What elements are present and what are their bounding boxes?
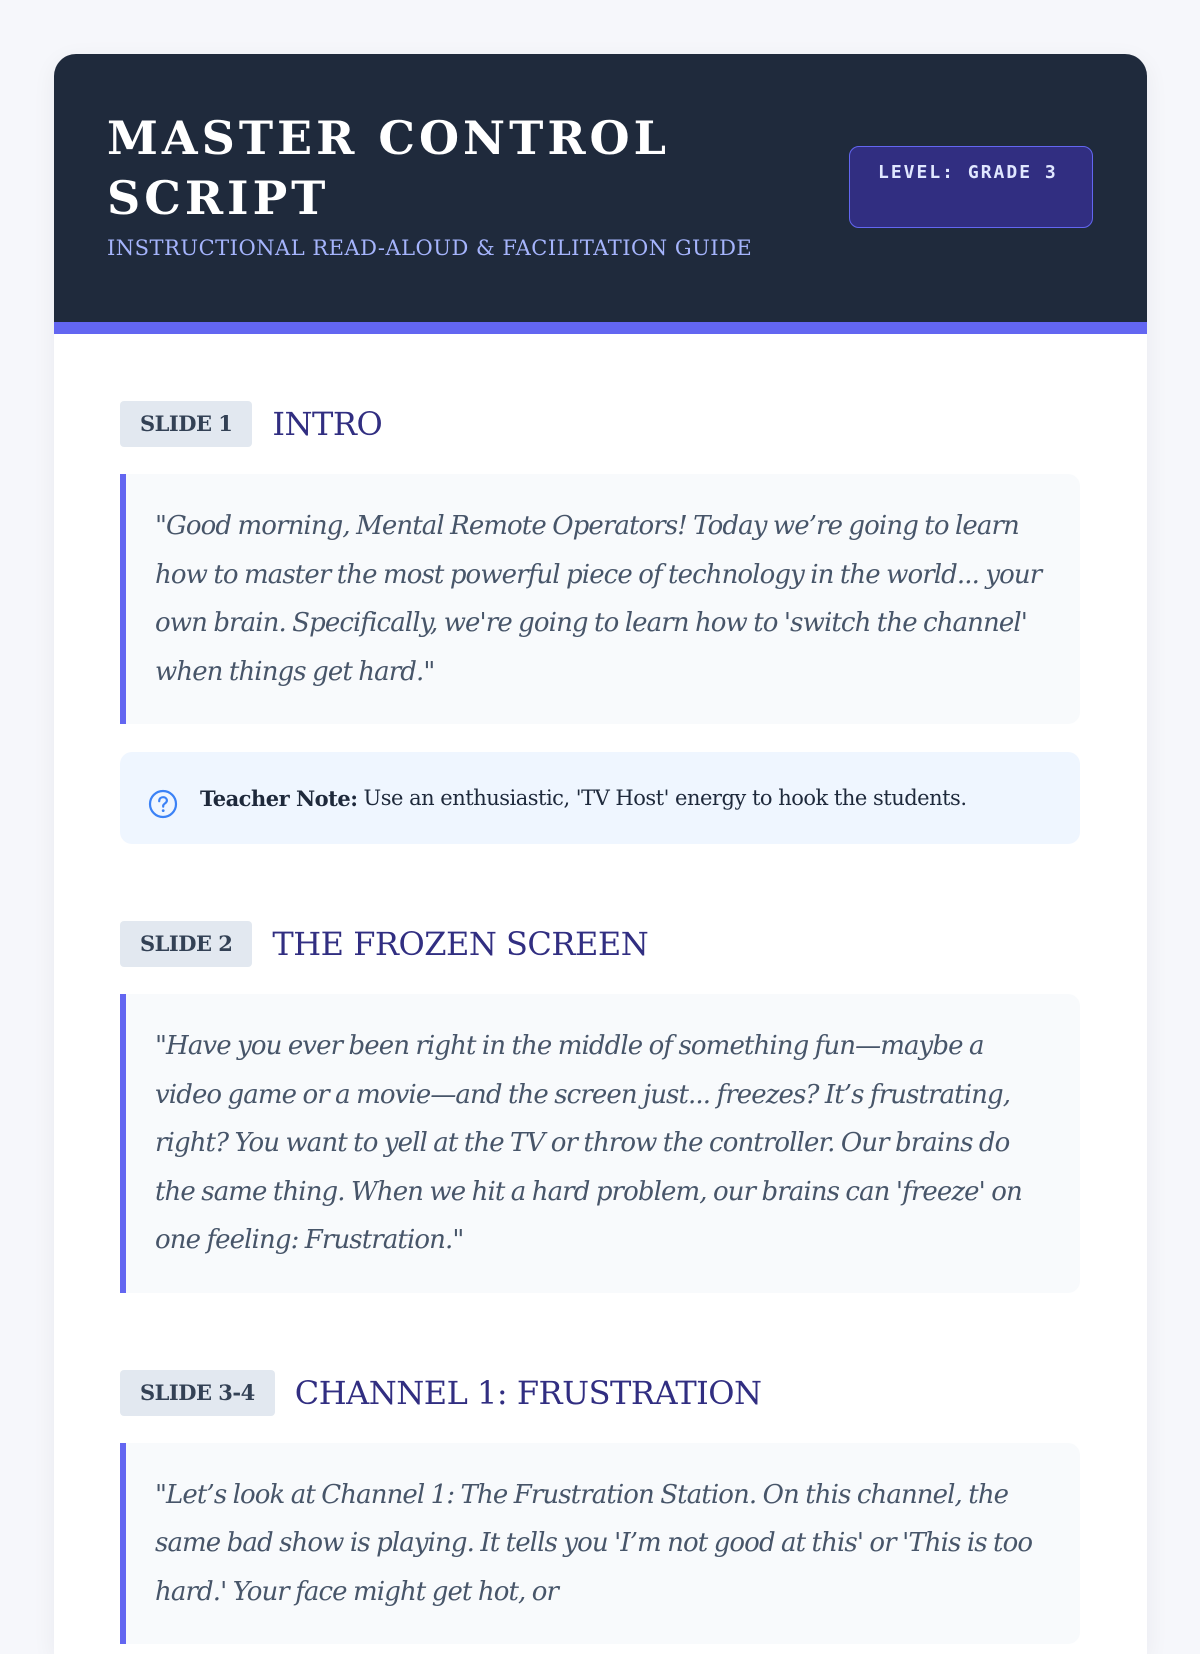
section-title: INTRO: [272, 405, 383, 443]
teacher-note-label: Teacher Note:: [200, 785, 358, 811]
read-aloud-script: "Have you ever been right in the middle of something fun—maybe a video game or a movie—and the screen just... freezes? It’s frustrating, right? You want to yell at the TV or throw the controller. Our brains do the same thing. When we hit a hard problem, our brains can 'freeze' on one feeling: Frustration.": [120, 994, 1080, 1293]
section-header: [120, 400, 1080, 448]
page-title: MASTER CONTROL SCRIPT: [107, 111, 670, 225]
slide-tag: SLIDE 2: [120, 921, 252, 967]
section-slide-3-4: [120, 1369, 1080, 1645]
slide-tag: SLIDE 1: [120, 401, 252, 447]
script-content: [120, 400, 1080, 1654]
question-circle-icon: [148, 789, 178, 819]
section-slide-1: [120, 400, 1080, 844]
section-title: THE FROZEN SCREEN: [272, 925, 649, 963]
page-subtitle: INSTRUCTIONAL READ-ALOUD & FACILITATION GUIDE: [107, 236, 753, 260]
slide-tag: SLIDE 3-4: [120, 1370, 275, 1416]
section-title: CHANNEL 1: FRUSTRATION: [294, 1373, 762, 1412]
script-page: [54, 54, 1147, 1654]
teacher-note: [120, 752, 1080, 844]
teacher-note-text: Use an enthusiastic, 'TV Host' energy to hook the students.: [363, 786, 967, 810]
section-header: [120, 920, 1080, 968]
section-slide-2: [120, 920, 1080, 1293]
read-aloud-script: "Good morning, Mental Remote Operators! Today we’re going to learn how to master the most powerful piece of technology in the world... your own brain. Specifically, we're going to learn how to 'switch the channel' when things get hard.": [120, 474, 1080, 724]
level-badge: LEVEL: GRADE 3: [849, 146, 1093, 228]
section-header: [120, 1369, 1080, 1417]
header-banner: [54, 54, 1147, 334]
read-aloud-script: "Let’s look at Channel 1: The Frustration Station. On this channel, the same bad show is playing. It tells you 'I’m not good at this' or 'This is too hard.' Your face might get hot, or: [120, 1443, 1080, 1645]
